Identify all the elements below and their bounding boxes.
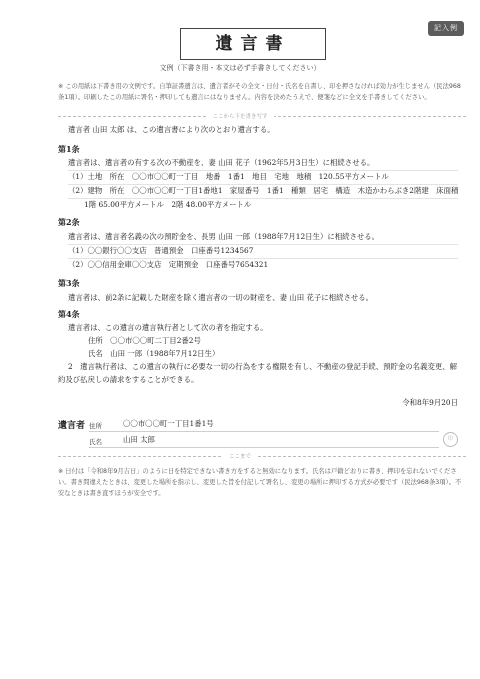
executor-name: 氏名 山田 一郎（1988年7月12日生） [88, 349, 220, 358]
article-3-text: 遺言者は、前2条に記載した財産を除く遺言者の一切の財産を、妻 山田 花子に相続させる。 [68, 293, 374, 302]
article-4-text: 遺言者は、この遺言の遺言執行者として次の者を指定する。 [68, 323, 268, 332]
testator-label: 遺言者 [58, 421, 86, 431]
divider-top-label: ここから下を書き写す [206, 114, 273, 120]
address-label: 住所 [89, 422, 102, 430]
usage-note: ※ この用紙は下書き用の文例です。自筆証書遺言は、遺言者がその全文・日付・氏名を自書し、印を押さなければ効力が生じません（民法968条1項）。印刷したこの用紙に署名・押印しても遺言にはなりません。内容を決めたうえで、便箋などに全文を手書きしてください。 [58, 83, 461, 101]
article-1-item-2-line-1: （2）建物 所在 〇〇市〇〇町一丁目1番地1 家屋番号 1番1 種類 居宅 構造 木造かわらぶき2階建 床面積 [68, 186, 459, 195]
seal-placeholder: 印 [443, 432, 458, 447]
divider-top [0, 112, 480, 120]
name-value: 山田 太郎 [123, 435, 155, 444]
article-2-text: 遺言者は、遺言者名義の次の預貯金を、長男 山田 一郎（1988年7月12日生）に相続させる。 [68, 232, 380, 241]
address-underline [89, 431, 439, 432]
article-2-item-2: （2）〇〇信用金庫〇〇支店 定期預金 口座番号7654321 [68, 260, 269, 269]
article-1-item-1: （1）土地 所在 〇〇市〇〇町一丁目 地番 1番1 地目 宅地 地積 120.55平方メートル [68, 172, 389, 181]
divider-bottom [0, 452, 480, 460]
article-4-heading: 第4条 [58, 309, 80, 319]
executor-address: 住所 〇〇市〇〇町二丁目2番2号 [88, 336, 201, 345]
article-1-text: 遺言者は、遺言者の有する次の不動産を、妻 山田 花子（1962年5月3日生）に相続させる。 [68, 158, 375, 167]
document-subtitle: 文例（下書き用・本文は必ず手書きしてください） [159, 64, 321, 72]
article-1-heading: 第1条 [58, 144, 80, 154]
article-1-item-2-line-2: 1階 65.00平方メートル 2階 48.00平方メートル [84, 200, 252, 209]
article-4-paragraph-2-line-1: 2 遺言執行者は、この遺言の執行に必要な一切の行為をする権限を有し、不動産の登記手続、預貯金の名義変更、解 [68, 362, 458, 371]
divider-bottom-label: ここまで [223, 454, 257, 460]
article-4-paragraph-2-line-2: 約及び払戻しの請求をすることができる。 [58, 375, 199, 384]
document-title: 遺言書 [180, 28, 326, 60]
article-2-heading: 第2条 [58, 217, 80, 227]
name-label: 氏名 [89, 438, 102, 446]
name-underline [89, 447, 439, 448]
address-value: 〇〇市〇〇町一丁目1番1号 [123, 419, 214, 428]
article-3-heading: 第3条 [58, 278, 80, 288]
footnote: ※ 日付は「令和8年9月吉日」のように日を特定できない書き方をすると無効になります。氏名は戸籍どおりに書き、押印を忘れないでください。書き間違えたときは、変更した場所を指示し、変更した旨を付記して署名し、変更の場所に押印する方式が必要です（民法968条3項）。不安なときは書き直すほうが安全です。 [58, 468, 462, 497]
sample-badge: 記入例 [428, 21, 464, 36]
article-2-item-1: （1）〇〇銀行〇〇支店 普通預金 口座番号1234567 [68, 246, 254, 255]
document-date: 令和8年9月20日 [402, 398, 458, 407]
intro-text: 遺言者 山田 太郎 は、この遺言書により次のとおり遺言する。 [68, 125, 275, 134]
